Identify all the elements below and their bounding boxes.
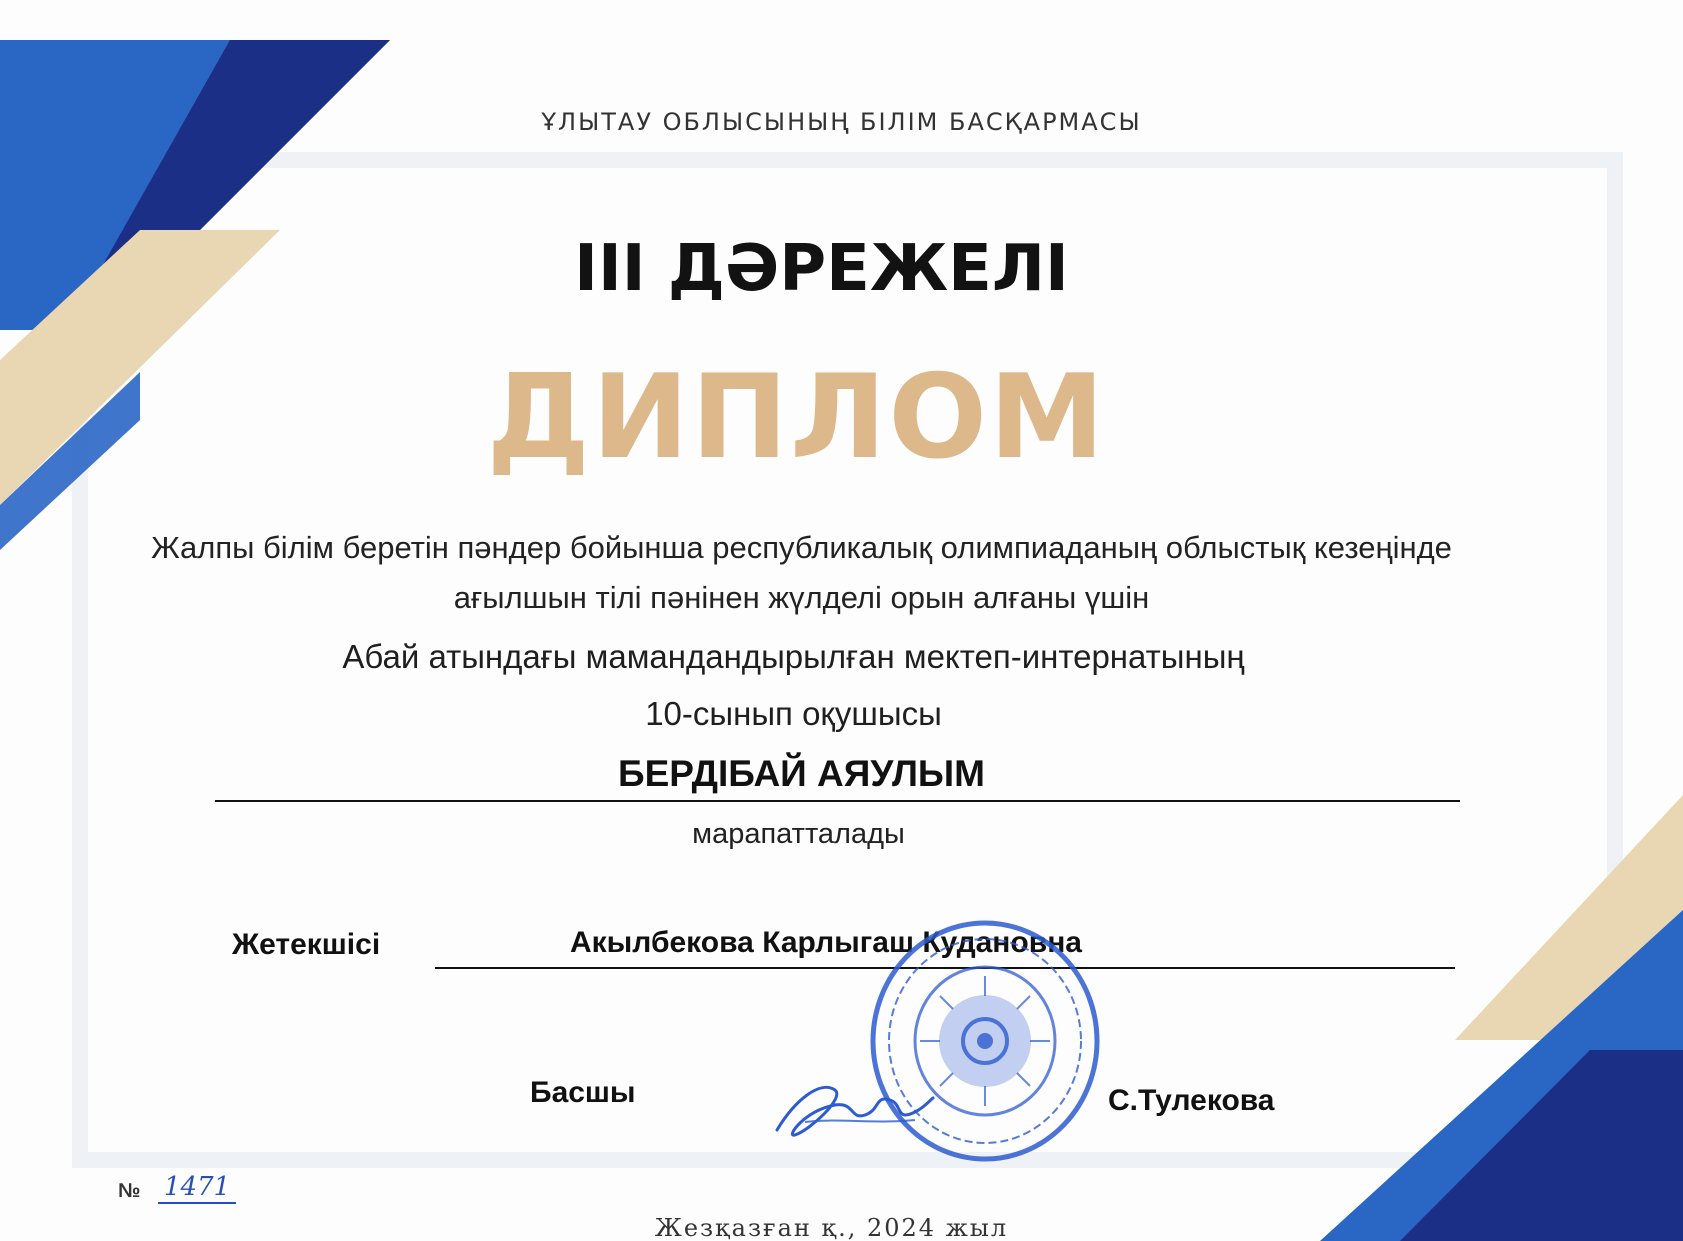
number-label: №: [118, 1180, 141, 1202]
head-label: Басшы: [530, 1076, 636, 1109]
degree-title: III ДӘРЕЖЕЛІ: [574, 232, 1069, 306]
awarded-text: марапатталады: [692, 818, 905, 850]
student-name-underline: [215, 800, 1460, 802]
student-name: БЕРДІБАЙ АЯУЛЫМ: [618, 753, 985, 794]
organization-name: ҰЛЫТАУ ОБЛЫСЫНЫҢ БІЛІМ БАСҚАРМАСЫ: [541, 108, 1142, 136]
diploma-title: ДИПЛОМ: [486, 350, 1107, 485]
official-stamp: [865, 916, 1105, 1166]
supervisor-name: Акылбекова Карлыгаш Кудановна: [570, 926, 1082, 959]
supervisor-label: Жетекшісі: [232, 928, 381, 961]
reason-line-2: ағылшын тілі пәнінен жүлделі орын алғаны үшін: [453, 580, 1150, 615]
place-and-year: Жезқазған қ., 2024 жыл: [654, 1214, 1009, 1241]
student-grade: 10-сынып оқушысы: [645, 695, 942, 732]
head-name: С.Тулекова: [1108, 1084, 1275, 1117]
school-name: Абай атындағы мамандандырылған мектеп-интернатының: [342, 638, 1245, 675]
diploma-number: 1471: [158, 1172, 236, 1204]
reason-line-1: Жалпы білім беретін пәндер бойынша республикалық олимпиаданың облыстық кезеңінде: [151, 530, 1452, 565]
